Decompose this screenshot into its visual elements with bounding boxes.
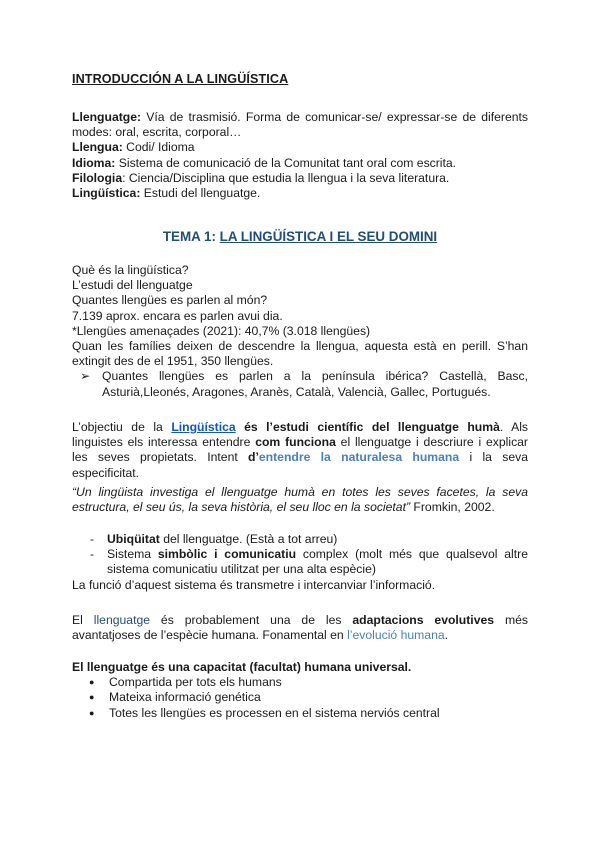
definition-term: Llenguatge: [72, 110, 142, 124]
text-run: més avantatjoses de l’espècie humana. Fonamental en [72, 613, 528, 643]
list-item [72, 547, 528, 577]
quote [72, 485, 528, 515]
text-run: i la seva especificitat. [72, 450, 528, 480]
text-run-bold: Ubiqüitat [107, 532, 160, 546]
definition-idioma [72, 156, 528, 171]
funcio-text: La funció d’aquest sistema és transmetre i intercanviar l’informació. [72, 577, 436, 592]
list-item [72, 706, 528, 721]
definition-llengua [72, 140, 528, 155]
definition-llenguatge [72, 110, 528, 140]
linguistica-link[interactable]: Lingüística [171, 420, 236, 434]
definition-text: Sistema de comunicació de la Comunitat tant oral com escrita. [115, 155, 457, 170]
dash-list [72, 532, 528, 578]
text-run: és probablement una de les [150, 613, 353, 627]
list-item [80, 369, 528, 399]
objectiu-text [72, 420, 528, 481]
definition-text: : Ciencia/Disciplina que estudia la llengua i la seva literatura. [122, 170, 450, 185]
text-run-bold: adaptacions evolutives [352, 613, 495, 627]
intro-block [72, 263, 528, 400]
capacitat-block [72, 660, 528, 721]
list-item-text: Quantes llengües es parlen a la península ibérica? Castellà, Basc, Asturià,Lleonés, Aragones, Aranès, Català, Valencià, Gallec, Portugués. [102, 369, 528, 399]
arrow-list [72, 369, 528, 399]
adaptacions-text [72, 613, 528, 643]
text-run: complex (molt més que qualsevol altre sistema comunicatiu utilitzat per una alta espècie) [107, 547, 528, 577]
text-run: Sistema [107, 547, 158, 562]
quote-author: Fromkin, 2002. [410, 500, 495, 515]
text-run-highlight: llenguatge [93, 613, 151, 627]
text-run: . [444, 628, 449, 643]
bullet-icon: ● [89, 692, 95, 703]
definitions-block [72, 110, 528, 201]
intro-line: Quan les famílies deixen de descendre la llengua, aquesta està en perill. S’han extingit des de el 1951, 350 llengües. [72, 339, 528, 369]
text-run-bold: és l’estudi científic del llenguatge humà [235, 420, 500, 434]
document-title: INTRODUCCIÓN A LA LINGÜÍSTICA [72, 72, 289, 86]
text-run: . Als linguistes els interessa entendre [72, 420, 528, 450]
list-item [72, 532, 528, 547]
text-run-highlight: entendre la naturalesa humana [258, 450, 460, 465]
adaptacions-paragraph [72, 613, 528, 643]
intro-line: *Llengües amenaçades (2021): 40,7% (3.018 llengües) [72, 323, 371, 338]
definition-term: Lingüística: [72, 186, 141, 201]
text-run: el llenguatge i descriure i explicar les seves propietats. Intent [72, 435, 528, 465]
definition-term: Filologia [72, 170, 123, 185]
quote-text: “Un lingüista investiga el llenguatge humà en totes les seves facetes, la seva estructura, el seu ús, la seva història, el seu lloc en la societat” [72, 485, 528, 515]
definition-linguistica [72, 186, 528, 201]
text-run: El [72, 613, 94, 627]
list-item [72, 690, 528, 705]
dash-bullet: - [90, 532, 95, 546]
list-item [72, 675, 528, 690]
definition-text: Vía de trasmisió. Forma de comunicar-se/ expressar-se de diferents modes: oral, escrita, corporal… [72, 110, 528, 140]
definition-text: Codi/ Idioma [122, 140, 195, 155]
intro-line: 7.139 aprox. encara es parlen avui dia. [72, 308, 283, 323]
section-title: LA LINGÜÍSTICA I EL SEU DOMINI [219, 229, 438, 244]
bullet-icon: ● [89, 677, 95, 688]
definition-term: Idioma: [72, 155, 116, 170]
text-run-bold: d’ [248, 450, 259, 465]
intro-line: Què és la lingüística? [72, 263, 189, 277]
arrow-bullet-icon: ➢ [80, 369, 91, 384]
list-item-text: Totes les llengües es processen en el sistema nerviós central [109, 705, 440, 720]
text-run: del llenguatge. (Està a tot arreu) [159, 532, 338, 546]
intro-line: Quantes llengües es parlen al món? [72, 293, 268, 308]
bullet-icon: ● [89, 707, 95, 718]
list-item-text: Compartida per tots els humans [109, 675, 282, 690]
properties-block [72, 532, 528, 593]
text-run-bold: com funciona [255, 435, 336, 450]
text-run: L’objectiu de la [72, 420, 172, 434]
list-item-text: Mateixa informació genética [109, 690, 261, 705]
quote-paragraph [72, 485, 528, 515]
intro-line: L’estudi del llenguatge [72, 278, 193, 293]
text-run-bold: simbòlic i comunicatiu [157, 547, 297, 562]
definition-term: Llengua: [72, 140, 123, 155]
dot-list [72, 675, 528, 721]
definition-filologia [72, 171, 528, 186]
objectiu-paragraph [72, 420, 528, 481]
section-heading [72, 229, 528, 244]
dash-bullet: - [90, 547, 95, 562]
section-prefix: TEMA 1: [162, 229, 220, 244]
definition-text: Estudi del llenguatge. [140, 186, 261, 201]
text-run-highlight: l’evolució humana [347, 628, 445, 643]
capacitat-heading: El llenguatge és una capacitat (facultat) humana universal. [72, 660, 412, 674]
